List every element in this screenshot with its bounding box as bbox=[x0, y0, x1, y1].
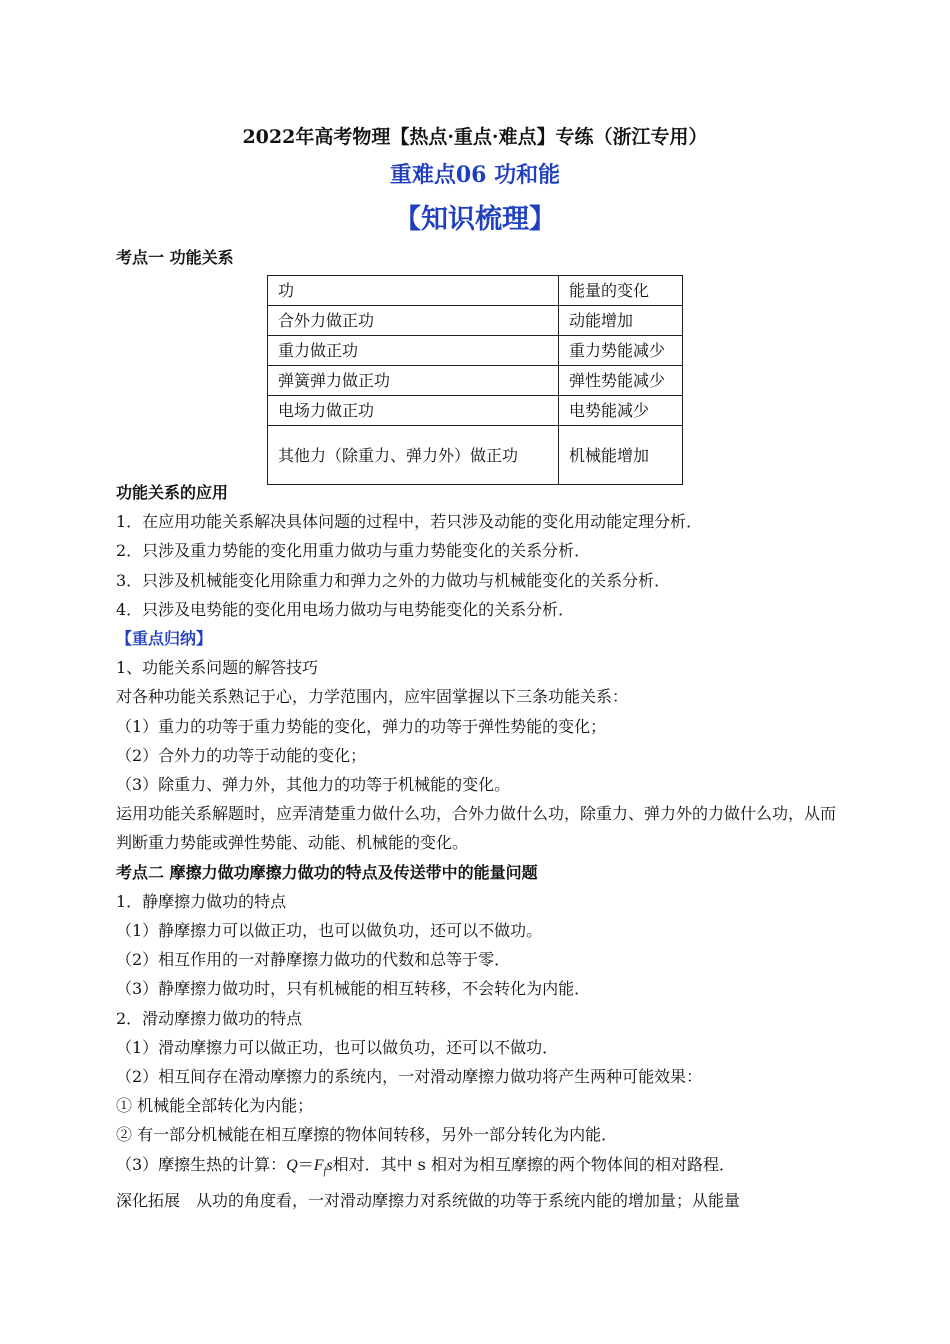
table-cell: 机械能增加 bbox=[559, 426, 683, 485]
list-item: （1）静摩擦力可以做正功，也可以做负功，还可以不做功。 bbox=[116, 921, 543, 941]
section1-heading: 考点一 功能关系 bbox=[116, 248, 234, 267]
heat-formula-line bbox=[116, 1150, 841, 1186]
section2-heading: 考点二 摩擦力做功摩擦力做功的特点及传送带中的能量问题 bbox=[116, 862, 538, 882]
table-row bbox=[268, 336, 683, 366]
table-cell: 电场力做正功 bbox=[268, 396, 559, 426]
table-row bbox=[268, 306, 683, 336]
table-cell: 弹簧弹力做正功 bbox=[268, 366, 559, 396]
table-header-cell: 能量的变化 bbox=[559, 276, 683, 306]
table-row bbox=[268, 396, 683, 426]
table-row bbox=[268, 366, 683, 396]
static-friction-title: 1．静摩擦力做功的特点 bbox=[116, 891, 287, 911]
list-item: （2）相互间存在滑动摩擦力的系统内，一对滑动摩擦力做功将产生两种可能效果： bbox=[116, 1067, 703, 1087]
list-item: （3）静摩擦力做功时，只有机械能的相互转移，不会转化为内能． bbox=[116, 979, 591, 999]
formula-f: F bbox=[313, 1156, 324, 1174]
list-item: （3）除重力、弹力外，其他力的功等于机械能的变化。 bbox=[116, 775, 511, 795]
formula-equals: ＝ bbox=[297, 1154, 314, 1174]
list-item: （2）相互作用的一对静摩擦力做功的代数和总等于零． bbox=[116, 950, 511, 970]
list-item: 4．只涉及电势能的变化用电场力做功与电势能变化的关系分析． bbox=[116, 599, 575, 619]
table-cell: 动能增加 bbox=[559, 306, 683, 336]
list-item: 2．只涉及重力势能的变化用重力做功与重力势能变化的关系分析． bbox=[116, 541, 591, 561]
deep-extension: 深化拓展 从功的角度看，一对滑动摩擦力对系统做的功等于系统内能的增加量；从能量 bbox=[116, 1191, 741, 1211]
document-title: 2022年高考物理【热点·重点·难点】专练（浙江专用） bbox=[242, 126, 708, 148]
heat-prefix: （3）摩擦生热的计算： bbox=[116, 1154, 287, 1174]
sliding-friction-title: 2．滑动摩擦力做功的特点 bbox=[116, 1008, 303, 1028]
key-points-title: 1、功能关系问题的解答技巧 bbox=[116, 658, 319, 678]
list-item: （1）滑动摩擦力可以做正功，也可以做负功，还可以不做功． bbox=[116, 1037, 559, 1057]
table-cell: 其他力（除重力、弹力外）做正功 bbox=[268, 426, 559, 485]
table-header-row bbox=[268, 276, 683, 306]
heat-suffix: 相对．其中 s 相对为相互摩擦的两个物体间的相对路程． bbox=[332, 1154, 735, 1174]
list-item: 3．只涉及机械能变化用除重力和弹力之外的力做功与机械能变化的关系分析． bbox=[116, 570, 671, 590]
document-body bbox=[116, 478, 841, 1215]
formula-s: s bbox=[326, 1156, 333, 1174]
key-points-paragraph: 运用功能关系解题时，应弄清楚重力做什么功，合外力做什么功，除重力、弹力外的力做什么功，从而判断重力势能或弹性势能、动能、机械能的变化。 bbox=[116, 804, 837, 853]
work-energy-table bbox=[267, 275, 683, 485]
list-item: 1．在应用功能关系解决具体问题的过程中，若只涉及动能的变化用动能定理分析． bbox=[116, 512, 703, 532]
section-banner: 【知识梳理】 bbox=[394, 204, 556, 235]
application-heading: 功能关系的应用 bbox=[116, 483, 229, 502]
topic-subtitle: 重难点06 功和能 bbox=[389, 162, 561, 188]
table-cell: 弹性势能减少 bbox=[559, 366, 683, 396]
table-cell: 重力做正功 bbox=[268, 336, 559, 366]
table-cell: 重力势能减少 bbox=[559, 336, 683, 366]
list-item: ① 机械能全部转化为内能； bbox=[116, 1096, 314, 1116]
list-item: （1）重力的功等于重力势能的变化，弹力的功等于弹性势能的变化； bbox=[116, 716, 607, 736]
key-points-heading: 【重点归纳】 bbox=[116, 629, 213, 649]
table-cell: 合外力做正功 bbox=[268, 306, 559, 336]
key-points-intro: 对各种功能关系熟记于心，力学范围内，应牢固掌握以下三条功能关系： bbox=[116, 687, 629, 707]
formula-f-subscript: f bbox=[323, 1165, 327, 1177]
table-header-cell: 功 bbox=[268, 276, 559, 306]
formula-q: Q bbox=[286, 1156, 298, 1174]
table-cell: 电势能减少 bbox=[559, 396, 683, 426]
list-item: ② 有一部分机械能在相互摩擦的物体间转移，另外一部分转化为内能． bbox=[116, 1125, 618, 1145]
table-row bbox=[268, 426, 683, 485]
list-item: （2）合外力的功等于动能的变化； bbox=[116, 745, 367, 765]
